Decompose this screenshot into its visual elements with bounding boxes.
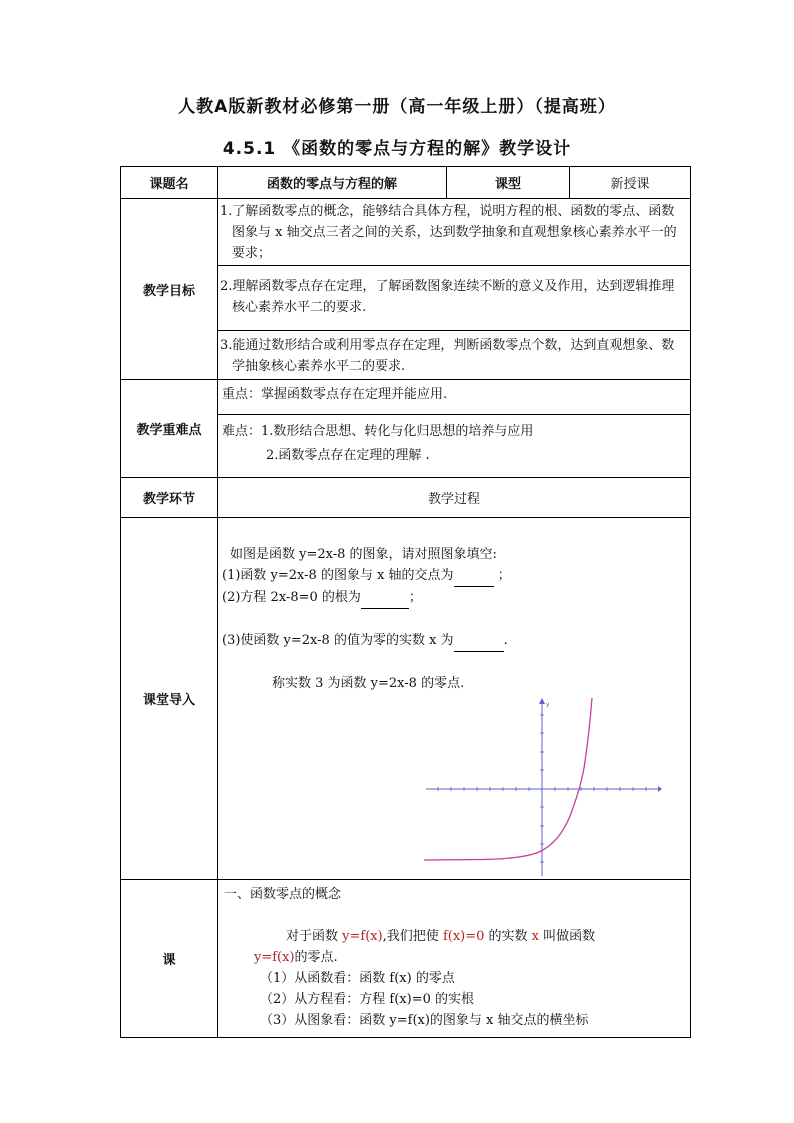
difficult-point-1: 难点：1.数形结合思想、转化与化归思想的培养与应用 (222, 424, 534, 439)
y-axis-arrow-icon (539, 698, 545, 704)
goal-item-2: 2.理解函数零点存在定理，了解函数图象连续不断的意义及作用，达到逻辑推理核心素养水平二的要求. (218, 266, 690, 331)
label-stage: 教学环节 (121, 478, 218, 518)
intro-conclusion: 称实数 3 为函数 y=2x-8 的零点. (272, 676, 465, 691)
goal-item-3: 3.能通过数形结合或利用零点存在定理，判断函数零点个数，达到直观想象、数学抽象核心素养水平二的要求. (220, 338, 675, 374)
document-title-line2: 4.5.1 《函数的零点与方程的解》教学设计 (222, 139, 572, 159)
row-intro (121, 518, 691, 880)
label-intro: 课堂导入 (121, 518, 218, 880)
key-point: 重点：掌握函数零点存在定理并能应用. (218, 380, 690, 415)
concept-point-3: （3）从图象看：函数 y=f(x)的图象与 x 轴交点的横坐标 (260, 1013, 589, 1028)
concept-definition: 对于函数 y=f(x),我们把使 f(x)=0 的实数 x 叫做函数 (286, 929, 596, 944)
row-goals (121, 199, 691, 380)
goal-item-1: 1.了解函数零点的概念，能够结合具体方程，说明方程的根、函数的零点、函数图象与 x 轴交点三者之间的关系，达到数学抽象和直观想象核心素养水平一的要求； (218, 199, 690, 266)
label-goals: 教学目标 (121, 199, 218, 380)
label-class: 课 (121, 880, 218, 1038)
row-course (121, 167, 691, 199)
x-axis-arrow-icon (658, 786, 662, 792)
concept-heading: 一、函数零点的概念 (224, 887, 342, 902)
row-keypoints (121, 380, 691, 478)
label-keypoints: 教学重难点 (121, 380, 218, 478)
concept-point-1: （1）从函数看：函数 f(x) 的零点 (260, 971, 455, 986)
blank-1 (454, 565, 494, 587)
function-curve (424, 698, 592, 860)
intro-question-3: (3)使函数 y=2x-8 的值为零的实数 x 为 . (222, 630, 686, 652)
course-type-value: 新授课 (570, 167, 691, 199)
blank-2 (361, 587, 409, 609)
intro-question-0: 如图是函数 y=2x-8 的图象，请对照图象填空: (230, 547, 497, 562)
process-header-value: 教学过程 (218, 478, 691, 518)
course-name-value: 函数的零点与方程的解 (218, 167, 447, 199)
y-axis-label: y (546, 701, 550, 708)
row-concept (121, 880, 691, 1038)
concept-definition-cont: y=f(x)的零点. (254, 950, 338, 965)
document-title-line1: 人教A版新教材必修第一册（高一年级上册）（提高班） (178, 97, 616, 117)
label-course-type: 课型 (447, 167, 570, 199)
concept-point-2: （2）从方程看：方程 f(x)=0 的实根 (260, 992, 474, 1007)
intro-question-1: (1)函数 y=2x-8 的图象与 x 轴的交点为 ； (222, 565, 686, 587)
function-graph (424, 698, 662, 880)
label-course-name: 课题名 (121, 167, 218, 199)
row-process-header (121, 478, 691, 518)
lesson-plan-table (120, 166, 691, 1038)
difficult-point-2: 2.函数零点存在定理的理解 . (266, 448, 430, 463)
intro-question-2: (2)方程 2x-8=0 的根为 ； (222, 587, 686, 609)
blank-3 (454, 630, 504, 652)
